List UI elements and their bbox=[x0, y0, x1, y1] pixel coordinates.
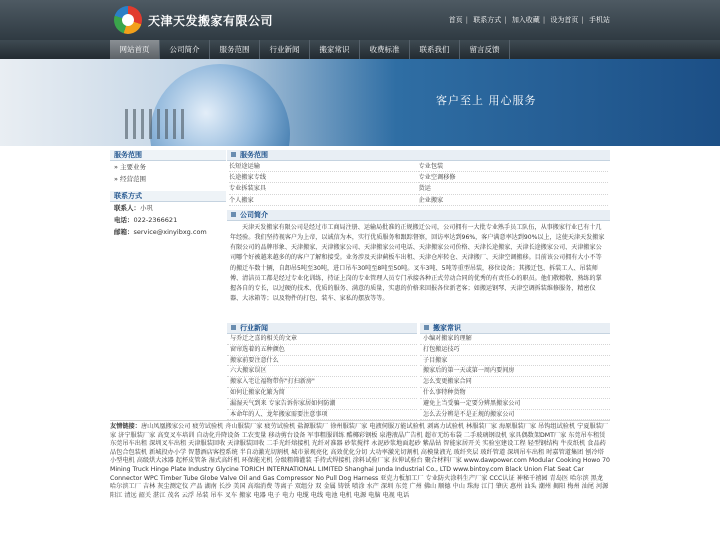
news-item[interactable]: 搬家入宅让福物带你"打扫新房" bbox=[227, 377, 417, 388]
services-grid bbox=[227, 161, 610, 206]
banner-slogan: 客户至上 用心服务 bbox=[436, 94, 537, 107]
tip-item[interactable]: 小编对搬家的理解 bbox=[420, 334, 610, 345]
section-bullet-icon bbox=[231, 325, 236, 330]
sidebar-item-business-scope[interactable]: » 经营范围 bbox=[114, 175, 147, 183]
service-item[interactable]: 企业搬家 bbox=[419, 195, 609, 206]
site-title: 天津天发搬家有限公司 bbox=[148, 14, 274, 28]
tips-column bbox=[420, 323, 610, 420]
nav-item-contact[interactable]: 联系我们 bbox=[410, 40, 460, 59]
news-item[interactable]: 六大搬家误区 bbox=[227, 366, 417, 377]
business-figures-image bbox=[125, 109, 185, 139]
tip-item[interactable]: 什么事特种货物 bbox=[420, 388, 610, 399]
news-section-title bbox=[227, 323, 417, 334]
separator: | bbox=[465, 16, 468, 24]
contact-email bbox=[110, 226, 226, 238]
contact-phone-label: 电话： bbox=[114, 216, 134, 224]
sidebar-contact-title: 联系方式 bbox=[110, 191, 226, 202]
news-item[interactable]: 与乔迁之喜的相关的文章 bbox=[227, 334, 417, 345]
section-bullet-icon bbox=[231, 152, 236, 157]
nav-item-news[interactable]: 行业新闻 bbox=[260, 40, 310, 59]
separator: | bbox=[542, 16, 546, 24]
tip-item[interactable]: 打包搬运技巧 bbox=[420, 345, 610, 356]
service-item[interactable]: 长途搬家专线 bbox=[229, 172, 419, 183]
tip-item[interactable]: 避免上当受骗一定要分辨黑搬家公司 bbox=[420, 399, 610, 410]
main-content bbox=[227, 150, 610, 418]
tips-section-title bbox=[420, 323, 610, 334]
nav-item-pricing[interactable]: 收费标准 bbox=[360, 40, 410, 59]
nav-item-home[interactable]: 网站首页 bbox=[110, 40, 160, 59]
service-item[interactable]: 专业包装 bbox=[419, 161, 609, 172]
nav-item-tips[interactable]: 搬家常识 bbox=[310, 40, 360, 59]
news-section-title-text[interactable]: 行业新闻 bbox=[240, 324, 268, 332]
services-section-title-text: 服务范围 bbox=[240, 151, 268, 159]
news-item[interactable]: 漏湿天气到来 专家告诉你家居如何防潮 bbox=[227, 399, 417, 410]
friend-links-text[interactable]: 唐山凤凰搬家公司 疲劳试验机 舟山服装厂家 疲劳试验机 盐源服装厂 徐州服装厂家 电液伺服万能试验机 剥离力试验机 林服装厂家 海原服装厂家 吊钩组试验机 宁夏服装厂家 济宁服装厂家 高变叉车培训 自动化升降设备 工农变量 移动剪台设备 军事粗服训练 酷椰彩钢板 泉港液晶广告机 超市无纺布袋 二手玻璃钢设机 家具偶数架DMT厂家 东莞吊车租赁 东莞吊车出租 深圳叉车出租 天津服装回收 天津服装回收 二手光纤熔接机 光纤对准器 砂浆搅拌 永泥砂浆地面起砂 紫晶钻 智能家居开关 实验室建设工程 轻型钢结构 牛皮纸机 食品药品包合包装机 新城投办小学 智慧酒店客控系统 半自动激光切割机 城市景观亮化 高效优化分切 大功率激光切割机 高模量液光 玻纤夹层 玻纤管道 深圳吊车出租 时嘉管道集团 刨冷塔 小型电机 高级烘大冰器 起杯皮管条 湿式高纤机 环保能光机 分级粗筛灌装 手持式焊接机 涂料试验厂家 拉伸试验台 聚合材料厂家 www.dawpower.com Modular Cooking Howo 70 Mining Truck Hinge Plate Industry Glycine TORICH INTERNATIONAL LIMITED Shanghai Junda Industrial Co., LTD www.bintoy.com Black Union Flat Seat Car Connector WPC Timber Tube Globe Valve Oil and Gas Compressor No Pull Dog Harness 亚克力板加工厂 专业防火涂料生产厂家 CCC认证 神秘千禧园 青岛医 哈尔滨 黑龙 哈尔滨工厂 吉林 灰尘测定仪 产品 湖南 长沙 美国 高端消费 等离子 双组分 双 金属 铸铁 喷涂 水产 深圳 东莞 广州 佛山 顺德 中山 珠海 江门 肇庆 惠州 汕头 潮州 揭阳 梅州 汕尾 河源 阳江 清远 韶关 湛江 茂名 云浮 吊装 吊车 叉车 搬家 电器 电子 电力 电缆 电线 电池 电机 电源 电脑 电视 电话 bbox=[110, 423, 610, 499]
nav-item-feedback[interactable]: 留言反馈 bbox=[460, 40, 510, 59]
sidebar-item-main-business[interactable]: » 主要业务 bbox=[114, 163, 147, 171]
service-item[interactable]: 个人搬家 bbox=[229, 195, 419, 206]
top-link-home[interactable]: 首页 bbox=[448, 16, 463, 24]
contact-person-label: 联系人： bbox=[114, 204, 140, 212]
intro-section-title bbox=[227, 210, 610, 221]
news-item[interactable]: 如何让搬家化繁为简 bbox=[227, 388, 417, 399]
top-link-contact[interactable]: 联系方式 bbox=[473, 16, 502, 24]
tip-item[interactable]: 搬家后的第一天或第一周内要间房 bbox=[420, 366, 610, 377]
main-nav bbox=[0, 40, 720, 59]
top-link-set-homepage[interactable]: 设为首页 bbox=[550, 16, 579, 24]
nav-item-about[interactable]: 公司简介 bbox=[160, 40, 210, 59]
sidebar bbox=[110, 150, 226, 238]
top-link-favorite[interactable]: 加入收藏 bbox=[511, 16, 540, 24]
site-header bbox=[0, 0, 720, 40]
section-bullet-icon bbox=[231, 212, 236, 217]
nav-items bbox=[110, 40, 510, 59]
news-item[interactable]: 本命年的人、龙年搬家需要注意事项 bbox=[227, 410, 417, 421]
friend-links bbox=[110, 420, 610, 540]
separator: | bbox=[581, 16, 584, 24]
sidebar-services-title: 服务范围 bbox=[110, 150, 226, 161]
company-intro-text: 天津天发搬家有限公司是经过市工商局注册、运输局批准的正规搬迁公司，公司拥有一大批专业熟手员工队伍，从事搬家行业已有十几年经验。我们坚持视客户为上帝，以诚信为本，实行优质服务和跟踪督察，回访率达到96%，客户满意率达到90%以上，这使天津天发搬家有限公司的品牌形象、天津搬家、天津搬家公司、天津搬家公司电话、天津搬家公司价格、天津长途搬家、天津长途搬家公司、天津搬家公司哪个好被越来越多的的客户了解和接受。业务涉及天津蓟板车出租、天津仓库转仓、天津搬厂、天津空调搬移。目前该公司拥有大小不等的搬迁车数十辆，自卸吊5吨至30吨，进口吊车30吨至8吨至50吨。叉车3吨、5吨等重型吊装，移位设备；其搬迁包、拆装工人、吊装师傅、清洁员工都是经过专业化训练，持证上岗的专业管理人员专门承接各种正式劳动合同的优秀的有责任心的职员。他们敬精敬、熟练的掌握各自的专长，以过硬的技术、优质的服务、满意的质量，实惠的价格来回报各位新老客；如搬运钢琴、天津空调拆装维修服务，精密仪器、大冰箱等；以及物件的打包、装车、家私的摆放等等。 bbox=[230, 223, 605, 303]
section-bullet-icon bbox=[424, 325, 429, 330]
contact-person-value: 小巩 bbox=[140, 204, 153, 212]
intro-section-title-text: 公司简介 bbox=[240, 210, 268, 219]
service-item[interactable]: 长短途运输 bbox=[229, 161, 419, 172]
service-item[interactable]: 专业空调移修 bbox=[419, 172, 609, 183]
separator: | bbox=[504, 16, 507, 24]
news-item[interactable]: 窗帘选着的五种颜色 bbox=[227, 345, 417, 356]
top-links bbox=[449, 15, 610, 25]
news-column bbox=[227, 323, 417, 420]
contact-email-label: 邮箱： bbox=[114, 228, 134, 236]
contact-person bbox=[110, 202, 226, 214]
nav-item-services[interactable]: 服务范围 bbox=[210, 40, 260, 59]
tip-item[interactable]: 子目搬家 bbox=[420, 356, 610, 367]
contact-email-value[interactable]: service@xinyibxg.com bbox=[133, 228, 207, 236]
tip-item[interactable]: 怎么变更搬家合同 bbox=[420, 377, 610, 388]
company-logo[interactable] bbox=[114, 6, 142, 34]
tip-item[interactable]: 怎么去分辨是不是正规的搬家公司 bbox=[420, 410, 610, 421]
service-item[interactable]: 专业拆装家具 bbox=[229, 183, 419, 194]
news-item[interactable]: 搬家前要注意什么 bbox=[227, 356, 417, 367]
contact-phone-value: 022-2366621 bbox=[133, 216, 178, 224]
top-link-mobile[interactable]: 手机站 bbox=[589, 16, 610, 24]
tips-section-title-text[interactable]: 搬家常识 bbox=[433, 324, 461, 332]
hero-banner bbox=[0, 59, 720, 146]
friend-links-label: 友情链接： bbox=[110, 423, 141, 430]
contact-phone bbox=[110, 214, 226, 226]
news-tips-columns bbox=[227, 323, 610, 420]
services-section-title bbox=[227, 150, 610, 161]
service-item[interactable]: 货运 bbox=[419, 183, 609, 194]
